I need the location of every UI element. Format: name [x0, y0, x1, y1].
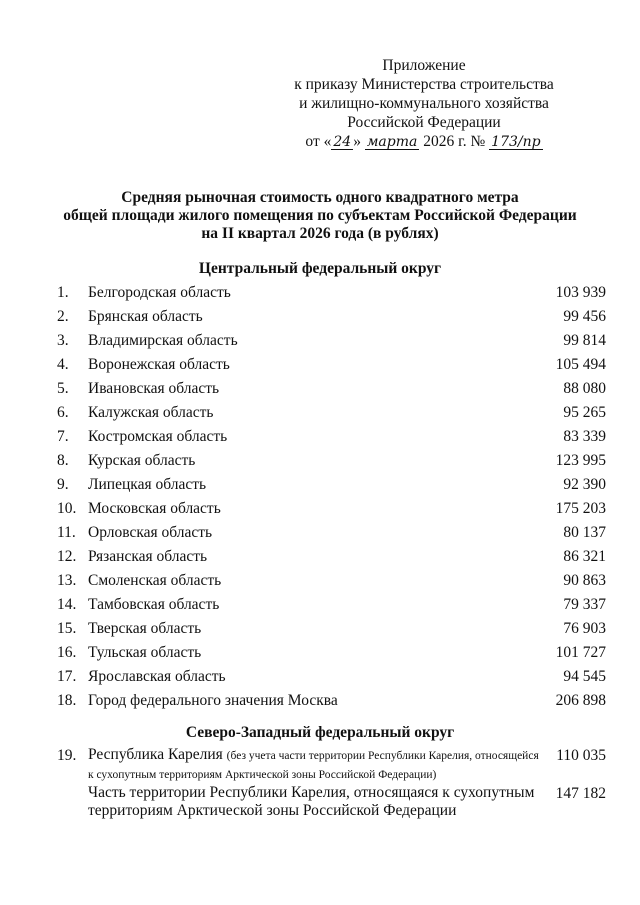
row-number: 2.: [57, 308, 69, 325]
table-row: [0, 425, 640, 449]
table-row: [0, 497, 640, 521]
region-note: (без учета части территории Республики Карелия, относящейся к сухопутным территориям Арктической зоны Российской Федерации): [88, 750, 539, 781]
region-name: Рязанская область: [88, 548, 208, 565]
price-value: 175 203: [555, 500, 606, 517]
table-row: [0, 746, 640, 784]
central-district-table: [0, 281, 640, 713]
price-value: 92 390: [563, 476, 606, 493]
date-year: 2026 г. №: [423, 133, 486, 150]
row-number: 1.: [57, 284, 69, 301]
row-number: 12.: [57, 548, 77, 565]
table-row: [0, 641, 640, 665]
region-name: Калужская область: [88, 404, 214, 421]
row-number: 10.: [57, 500, 77, 517]
row-number: 15.: [57, 620, 77, 637]
table-row: [0, 593, 640, 617]
region-name-text: Республика Карелия: [88, 746, 223, 763]
table-row: [0, 617, 640, 641]
price-value: 110 035: [556, 747, 606, 764]
district-heading-northwest: Северо-Западный федеральный округ: [185, 724, 455, 741]
price-value: 79 337: [563, 596, 606, 613]
row-number: 17.: [57, 668, 77, 685]
appendix-block: [264, 56, 584, 151]
region-name: Тульская область: [88, 644, 202, 661]
row-number: 7.: [57, 428, 69, 445]
region-name-text: Часть территории Республики Карелия, относящаяся к сухопутным территориям Арктической зоны Российской Федерации: [88, 784, 535, 819]
table-row: [0, 449, 640, 473]
price-value: 94 545: [563, 668, 606, 685]
region-name: Московская область: [88, 500, 221, 517]
table-row: [0, 689, 640, 713]
row-number: 14.: [57, 596, 77, 613]
price-value: 206 898: [555, 692, 606, 709]
price-value: 101 727: [555, 644, 606, 661]
table-row: [0, 281, 640, 305]
table-row: [0, 569, 640, 593]
region-name: Липецкая область: [88, 476, 207, 493]
order-date-line: [264, 132, 584, 151]
appendix-line-4: Российской Федерации: [347, 114, 501, 131]
title-line-3: на II квартал 2026 года (в рублях): [201, 225, 439, 242]
title-line-1: Средняя рыночная стоимость одного квадратного метра: [121, 189, 519, 206]
region-name: [88, 784, 543, 820]
price-value: 76 903: [563, 620, 606, 637]
document-title: [0, 189, 640, 243]
region-name: Костромская область: [88, 428, 228, 445]
price-value: 80 137: [563, 524, 606, 541]
region-name: Белгородская область: [88, 284, 231, 301]
price-value: 99 814: [563, 332, 606, 349]
appendix-line-3: и жилищно-коммунального хозяйства: [299, 95, 549, 112]
price-value: 103 939: [555, 284, 606, 301]
row-number: 18.: [57, 692, 77, 709]
table-row: [0, 401, 640, 425]
handwritten-month: марта: [366, 134, 418, 150]
row-number: 6.: [57, 404, 69, 421]
appendix-line-1: Приложение: [382, 57, 466, 74]
row-number: 8.: [57, 452, 69, 469]
price-value: 95 265: [563, 404, 606, 421]
date-prefix: от «: [305, 133, 332, 150]
row-number: 9.: [57, 476, 69, 493]
region-name: [88, 746, 543, 784]
row-number: 19.: [57, 747, 77, 764]
region-name: Брянская область: [88, 308, 203, 325]
northwest-district-table: [0, 746, 640, 822]
row-number: 16.: [57, 644, 77, 661]
region-name: Ивановская область: [88, 380, 220, 397]
price-value: 88 080: [563, 380, 606, 397]
table-row: [0, 329, 640, 353]
table-row: [0, 353, 640, 377]
row-number: 13.: [57, 572, 77, 589]
handwritten-order-number: 173/пр: [491, 134, 541, 150]
date-mid: »: [353, 133, 361, 150]
table-row: [0, 784, 640, 822]
title-line-2: общей площади жилого помещения по субъектам Российской Федерации: [63, 207, 577, 224]
region-name: Владимирская область: [88, 332, 238, 349]
price-value: 99 456: [563, 308, 606, 325]
price-value: 105 494: [555, 356, 606, 373]
handwritten-day: 24: [333, 134, 352, 150]
table-row: [0, 665, 640, 689]
row-number: 4.: [57, 356, 69, 373]
region-name: Тверская область: [88, 620, 202, 637]
appendix-line-2: к приказу Министерства строительства: [294, 76, 554, 93]
table-row: [0, 545, 640, 569]
table-row: [0, 305, 640, 329]
region-name: Ярославская область: [88, 668, 226, 685]
region-name: Смоленская область: [88, 572, 222, 589]
table-row: [0, 521, 640, 545]
district-heading-central: Центральный федеральный округ: [198, 260, 442, 277]
row-number: 5.: [57, 380, 69, 397]
row-number: 3.: [57, 332, 69, 349]
price-value: 123 995: [555, 452, 606, 469]
row-number: 11.: [57, 524, 76, 541]
region-name: Город федерального значения Москва: [88, 692, 338, 709]
region-name: Курская область: [88, 452, 196, 469]
price-value: 86 321: [563, 548, 606, 565]
table-row: [0, 473, 640, 497]
price-value: 147 182: [555, 785, 606, 802]
region-name: Тамбовская область: [88, 596, 220, 613]
region-name: Орловская область: [88, 524, 213, 541]
region-name: Воронежская область: [88, 356, 230, 373]
price-value: 83 339: [563, 428, 606, 445]
price-value: 90 863: [563, 572, 606, 589]
table-row: [0, 377, 640, 401]
